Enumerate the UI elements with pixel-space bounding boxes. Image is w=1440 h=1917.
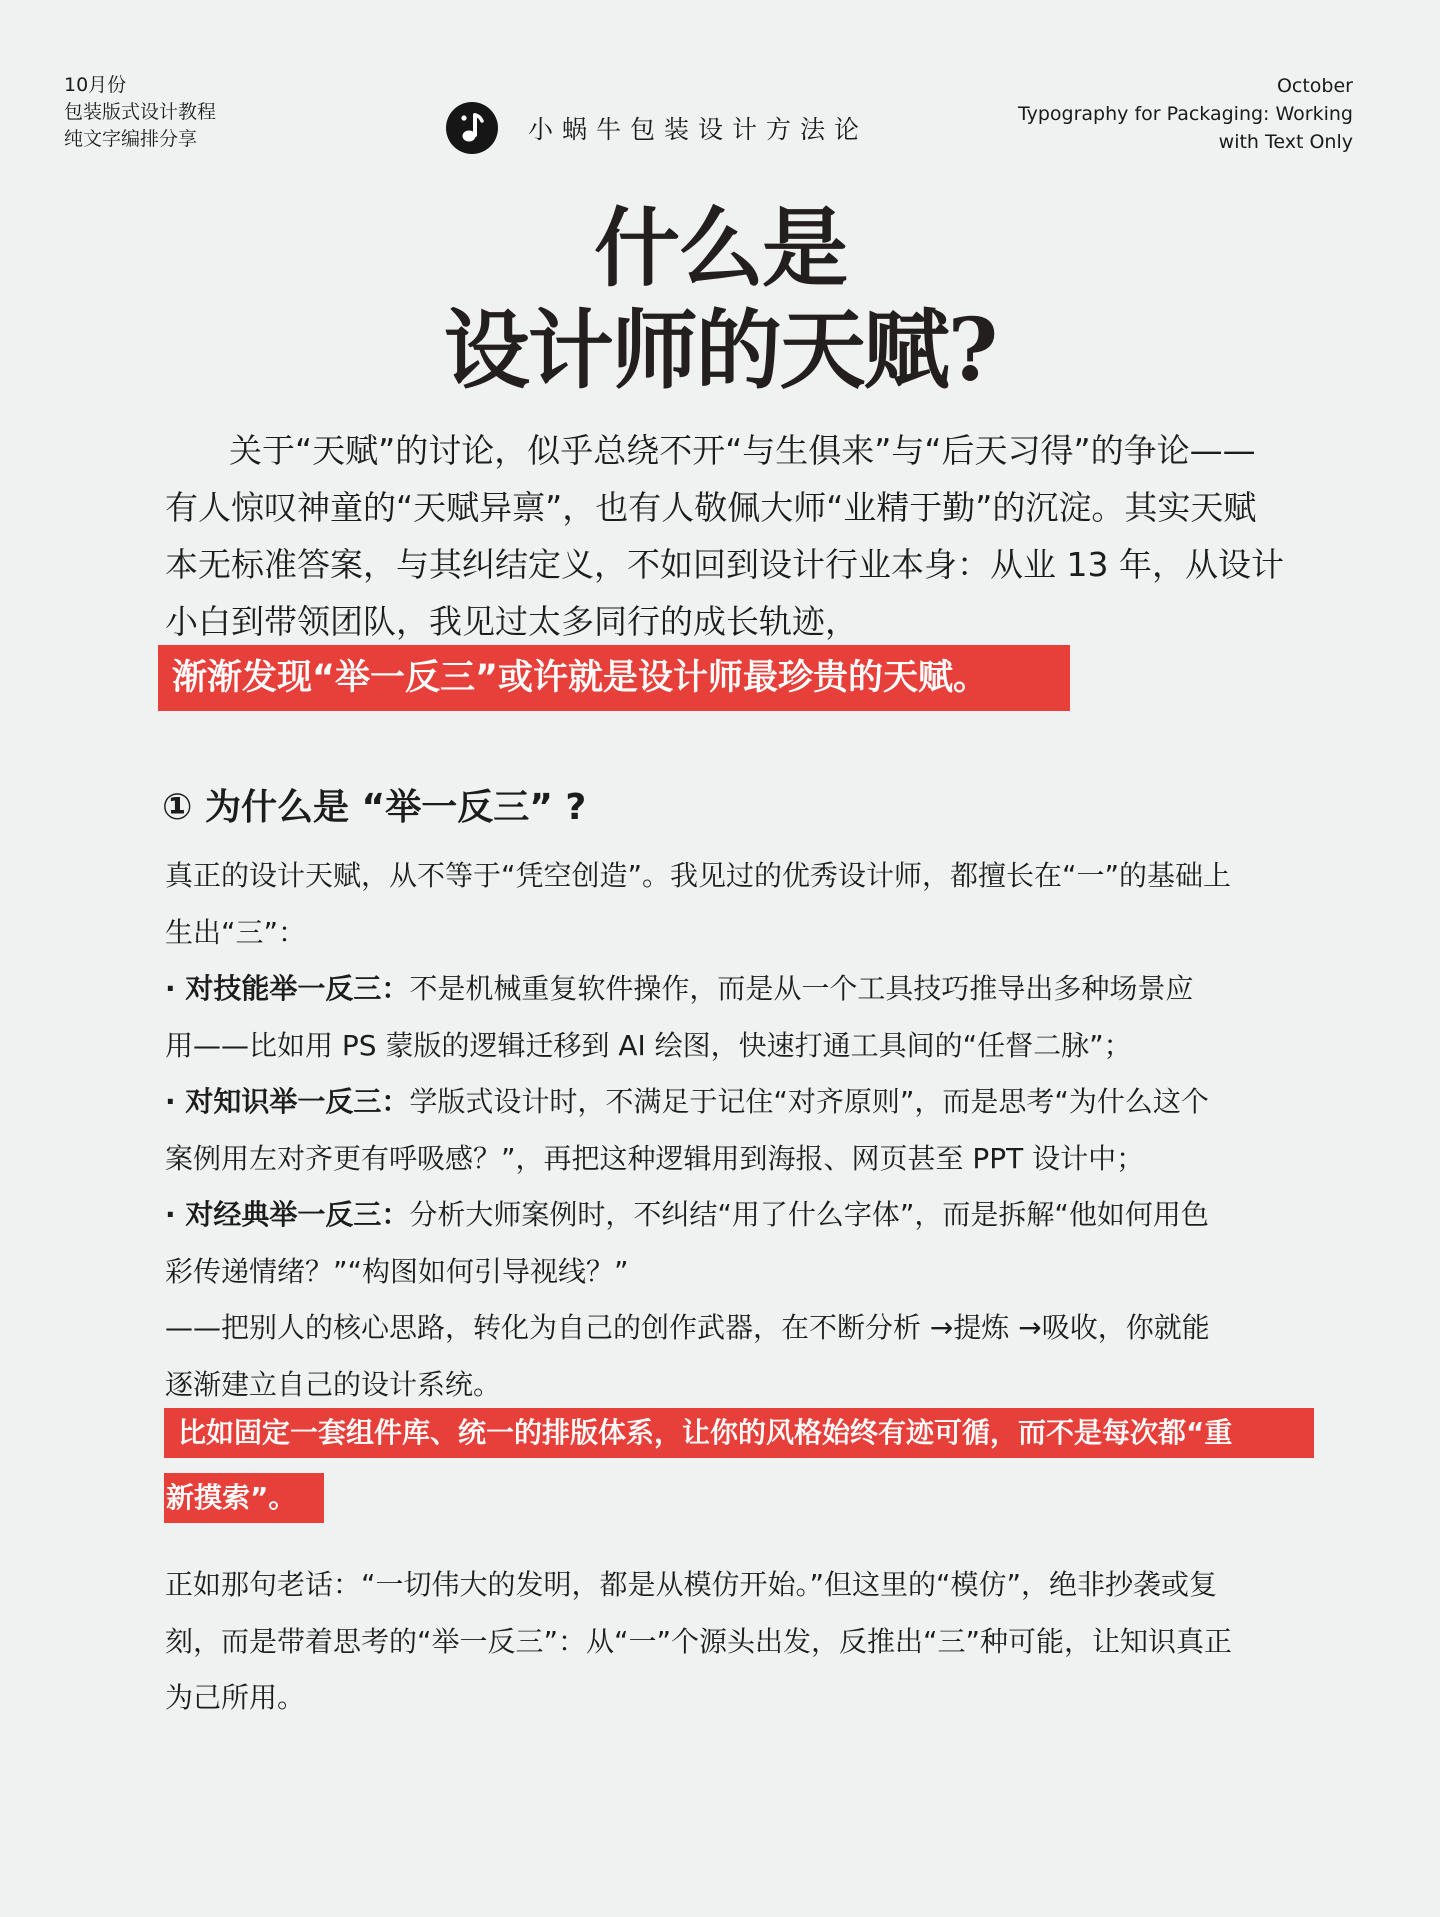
body-line: [165, 1300, 1315, 1357]
body-line-text: ——把别人的核心思路，转化为自己的创作武器，在不断分析 →提炼 →吸收，你就能: [165, 1311, 1210, 1344]
closing-line: 刻，而是带着思考的“举一反三”：从“一”个源头出发，反推出“三”种可能，让知识真正: [165, 1624, 1233, 1658]
bullet-item-knowledge: [165, 1074, 1315, 1131]
bullet-label: · 对经典举一反三：: [165, 1198, 410, 1231]
closing-paragraph: [165, 1557, 1315, 1727]
page-title-line: 什么是: [594, 198, 846, 299]
bullet-item-skill: [165, 961, 1315, 1018]
header-right-line: Typography for Packaging: Working: [1017, 103, 1353, 125]
section-title: ① 为什么是 “举一反三” ?: [162, 787, 587, 828]
brand: [446, 102, 868, 154]
header-left-line: 纯文字编排分享: [64, 128, 198, 150]
body-line: [165, 1018, 1315, 1075]
intro-line: 有人惊叹神童的“天赋异禀”，也有人敬佩大师“业精于勤”的沉淀。其实天赋: [165, 488, 1257, 527]
header-right-info: [1018, 72, 1353, 156]
body-line: [165, 1244, 1315, 1301]
bullet-item-classic: [165, 1187, 1315, 1244]
closing-line: 为己所用。: [165, 1681, 306, 1714]
header-right-line: October: [1276, 75, 1353, 97]
brand-name: 小蜗牛包装设计方法论: [528, 115, 869, 144]
bullet-label: · 对技能举一反三：: [165, 972, 410, 1005]
intro-highlight: 渐渐发现“举一反三”或许就是设计师最珍贵的天赋。: [158, 645, 1070, 711]
header-left-line: 包装版式设计教程: [64, 101, 217, 123]
page-title-line: 设计师的天赋?: [443, 300, 997, 401]
body-line: [165, 848, 1315, 905]
body-line-text: 逐渐建立自己的设计系统。: [165, 1367, 502, 1401]
body-line: [165, 1357, 1315, 1414]
bullet-label: · 对知识举一反三：: [165, 1085, 410, 1118]
header-right-line: with Text Only: [1218, 131, 1353, 153]
body-line-text: 生出“三”：: [165, 915, 307, 949]
body-line: [165, 1131, 1315, 1188]
music-note-icon: [446, 102, 498, 154]
section-body: [165, 848, 1315, 1413]
body-line-text: 不是机械重复软件操作，而是从一个工具技巧推导出多种场景应: [409, 972, 1194, 1005]
intro-line: 关于“天赋”的讨论，似乎总绕不开“与生俱来”与“后天习得”的争论——: [229, 431, 1256, 470]
intro-line: 本无标准答案，与其纠结定义，不如回到设计行业本身：从业 13 年，从设计: [165, 545, 1284, 584]
intro-line: 小白到带领团队，我见过太多同行的成长轨迹，: [165, 602, 858, 641]
body-line-text: 学版式设计时，不满足于记住“对齐原则”，而是思考“为什么这个: [409, 1085, 1209, 1118]
section-highlight-line: 新摸索”。: [164, 1473, 324, 1523]
body-line: [165, 905, 1315, 962]
body-line-text: 分析大师案例时，不纠结“用了什么字体”，而是拆解“他如何用色: [409, 1198, 1209, 1231]
body-line-text: 用——比如用 PS 蒙版的逻辑迁移到 AI 绘图，快速打通工具间的“任督二脉”；: [165, 1028, 1132, 1062]
section-highlight-line: 比如固定一套组件库、统一的排版体系，让你的风格始终有迹可循，而不是每次都“重: [164, 1408, 1314, 1458]
page-title: [0, 198, 1440, 402]
body-line-text: 案例用左对齐更有呼吸感？”，再把这种逻辑用到海报、网页甚至 PPT 设计中；: [165, 1141, 1145, 1175]
header-left-line: 10月份: [64, 74, 127, 96]
intro-paragraph: [165, 422, 1295, 650]
body-line-text: 彩传递情绪？”“构图如何引导视线？”: [165, 1254, 629, 1288]
body-line-text: 真正的设计天赋，从不等于“凭空创造”。我见过的优秀设计师，都擅长在“一”的基础上: [165, 859, 1232, 892]
header-left-info: [64, 72, 216, 153]
closing-line: 正如那句老话：“一切伟大的发明，都是从模仿开始。”但这里的“模仿”，绝非抄袭或复: [165, 1568, 1218, 1601]
